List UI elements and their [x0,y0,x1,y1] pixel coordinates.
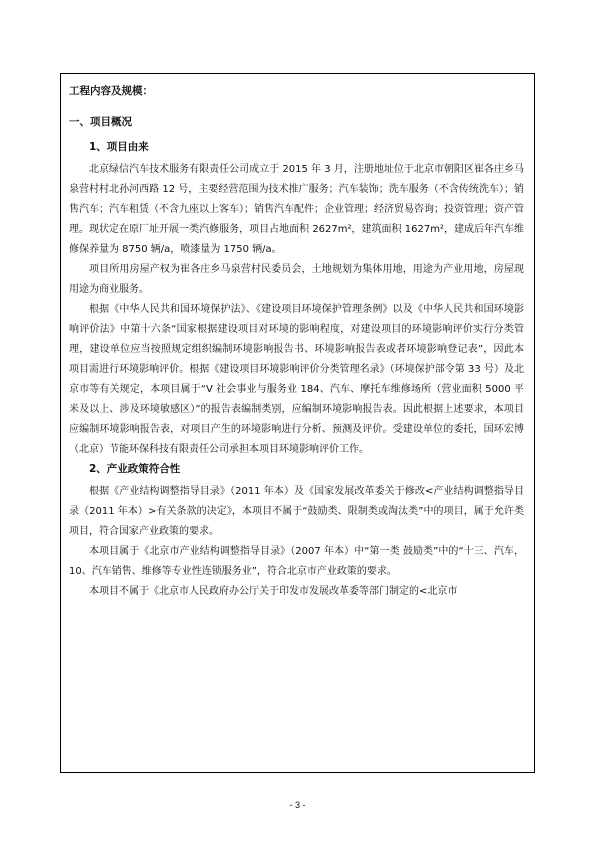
paragraph: 本项目属于《北京市产业结构调整指导目录》（2007 年本）中“第一类 鼓励类”中的“十三、汽车，10、汽车销售、维修等专业性连锁服务业”，符合北京市产业政策的要求。 [69,546,524,577]
page-number: - 3 - [289,800,306,810]
subheading-industry-policy: 2、产业政策符合性 [89,463,181,475]
section-label: 工程内容及规模： [69,85,153,97]
paragraph: 根据《中华人民共和国环境保护法》、《建设项目环境保护管理条例》以及《中华人民共和国环境影响评价法》中第十六条“国家根据建设项目对环境的影响程度，对建设项目的环境影响评价实行分类管理，建设单位应当按照规定组织编制环境影响报告书、环境影响报告表或者环境影响登记表”，因此本项目需进行环境影响评价。根据《建设项目环境影响评价分类管理名录》（环境保护部令第 33 号）及北京市等有关规定，本项目属于“V 社会事业与服务业 184、汽车、摩托车维修场所（营业面积 5000 平米及以上、涉及环境敏感区）”的报告表编制类别，应编制环境影响报告表。因此根据上述要求，本项目应编制环境影响报告表，对项目产生的环境影响进行分析、预测及评价。受建设单位的委托，国环宏博（北京）节能环保科技有限责任公司承担本项目环境影响评价工作。 [69,304,524,455]
paragraph: 本项目不属于《北京市人民政府办公厅关于印发市发展改革委等部门制定的<北京市 [89,586,458,597]
subheading-project-origin: 1、项目由来 [89,141,149,153]
paragraph: 根据《产业结构调整指导目录》（2011 年本）及《国家发展改革委关于修改<产业结构调整指导目录（2011 年本）>有关条款的决定》，本项目不属于“鼓励类、限制类或淘汰类”中的项目，属于允许类项目，符合国家产业政策的要求。 [69,486,524,537]
paragraph: 项目所用房屋产权为崔各庄乡马泉营村民委员会，土地规划为集体用地，用途为产业用地，房屋现用途为商业服务。 [69,264,524,295]
paragraph: 北京绿信汽车技术服务有限责任公司成立于 2015 年 3 月，注册地址位于北京市朝阳区崔各庄乡马泉营村村北孙河西路 12 号，主要经营范围为技术推广服务；汽车装饰；洗车服务（不含传统洗车）；销售汽车；汽车租赁（不含九座以上客车）；销售汽车配件；企业管理；经济贸易咨询；投资管理；资产管理。现状定在原厂址开展一类汽修服务，项目占地面积 2627m²，建筑面积 1627m²，建成后年汽车维修保养量为 8750 辆/a，喷漆量为 1750 辆/a。 [69,164,524,255]
content-table-cell [60,73,535,773]
heading-project-overview: 一、项目概况 [69,116,132,128]
